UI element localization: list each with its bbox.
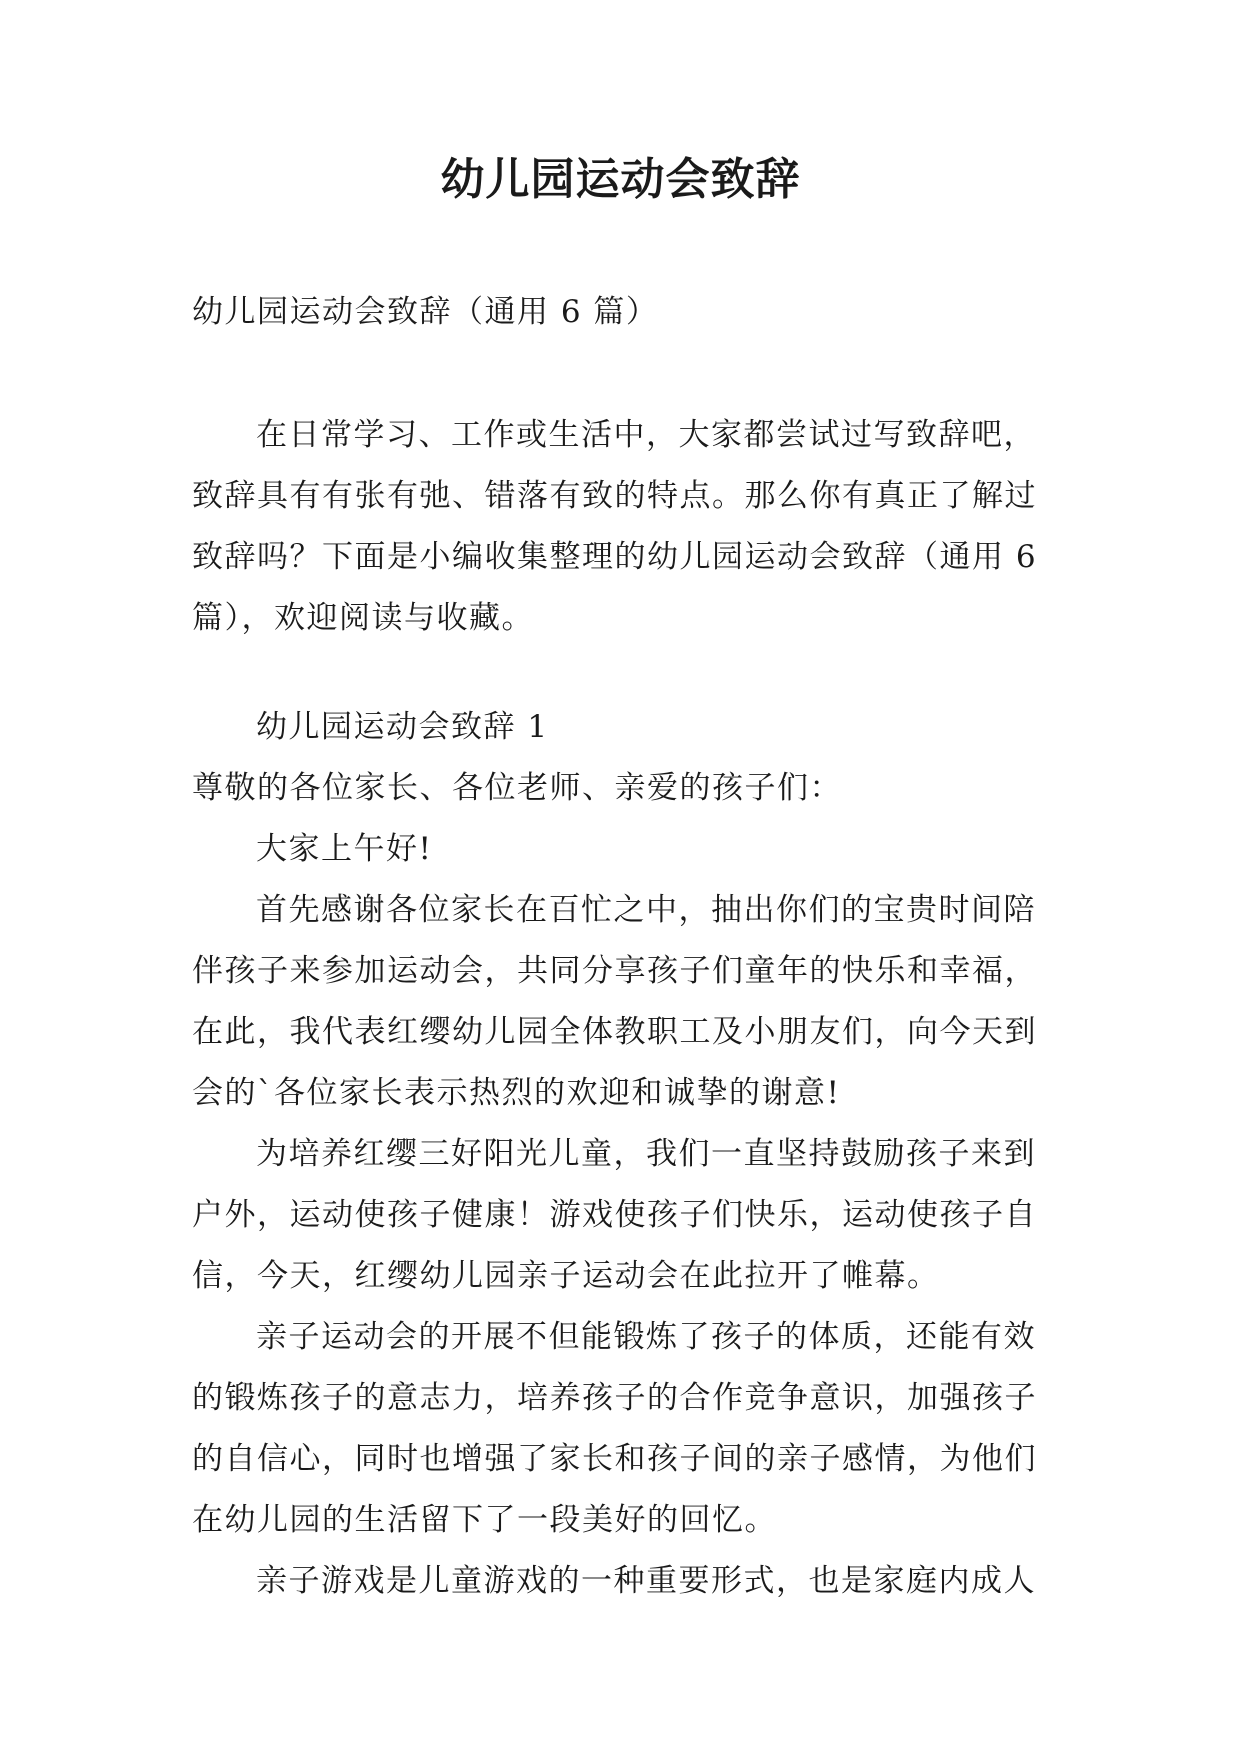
paragraph-line: 在此，我代表红缨幼儿园全体教职工及小朋友们，向今天到 [192,1014,1037,1050]
paragraph-line: 的锻炼孩子的意志力，培养孩子的合作竞争意识，加强孩子 [192,1380,1037,1416]
paragraph-1 [192,880,1062,1124]
paragraph-line: 伴孩子来参加运动会，共同分享孩子们童年的快乐和幸福， [192,953,1037,989]
intro-paragraph [192,405,1062,649]
document-title: 幼儿园运动会致辞 [440,154,801,205]
document-subtitle: 幼儿园运动会致辞（通用 6 篇） [192,294,659,330]
paragraph-line: 在幼儿园的生活留下了一段美好的回忆。 [192,1502,777,1538]
paragraph-line: 亲子运动会的开展不但能锻炼了孩子的体质，还能有效 [256,1319,1036,1355]
intro-line: 在日常学习、工作或生活中，大家都尝试过写致辞吧， [256,417,1036,453]
section-heading: 幼儿园运动会致辞 1 [256,709,549,745]
paragraph-line: 会的`各位家长表示热烈的欢迎和诚挚的谢意! [192,1075,841,1111]
paragraph-2 [192,1124,1062,1307]
paragraph-line: 信，今天，红缨幼儿园亲子运动会在此拉开了帷幕。 [192,1258,940,1294]
paragraph-line: 为培养红缨三好阳光儿童，我们一直坚持鼓励孩子来到 [256,1136,1036,1172]
paragraph-3 [192,1307,1062,1551]
paragraph-line: 首先感谢各位家长在百忙之中，抽出你们的宝贵时间陪 [256,892,1036,928]
paragraph-line: 户外，运动使孩子健康！游戏使孩子们快乐，运动使孩子自 [192,1197,1037,1233]
intro-line: 篇），欢迎阅读与收藏。 [192,600,534,636]
greeting: 大家上午好! [256,831,433,867]
paragraph-line: 亲子游戏是儿童游戏的一种重要形式，也是家庭内成人 [256,1563,1036,1599]
intro-line: 致辞吗？下面是小编收集整理的幼儿园运动会致辞（通用 6 [192,539,1038,575]
section-1 [192,697,1062,1612]
salutation: 尊敬的各位家长、各位老师、亲爱的孩子们： [192,770,842,806]
intro-line: 致辞具有有张有弛、错落有致的特点。那么你有真正了解过 [192,478,1037,514]
paragraph-4 [192,1551,1062,1612]
paragraph-line: 的自信心，同时也增强了家长和孩子间的亲子感情，为他们 [192,1441,1037,1477]
